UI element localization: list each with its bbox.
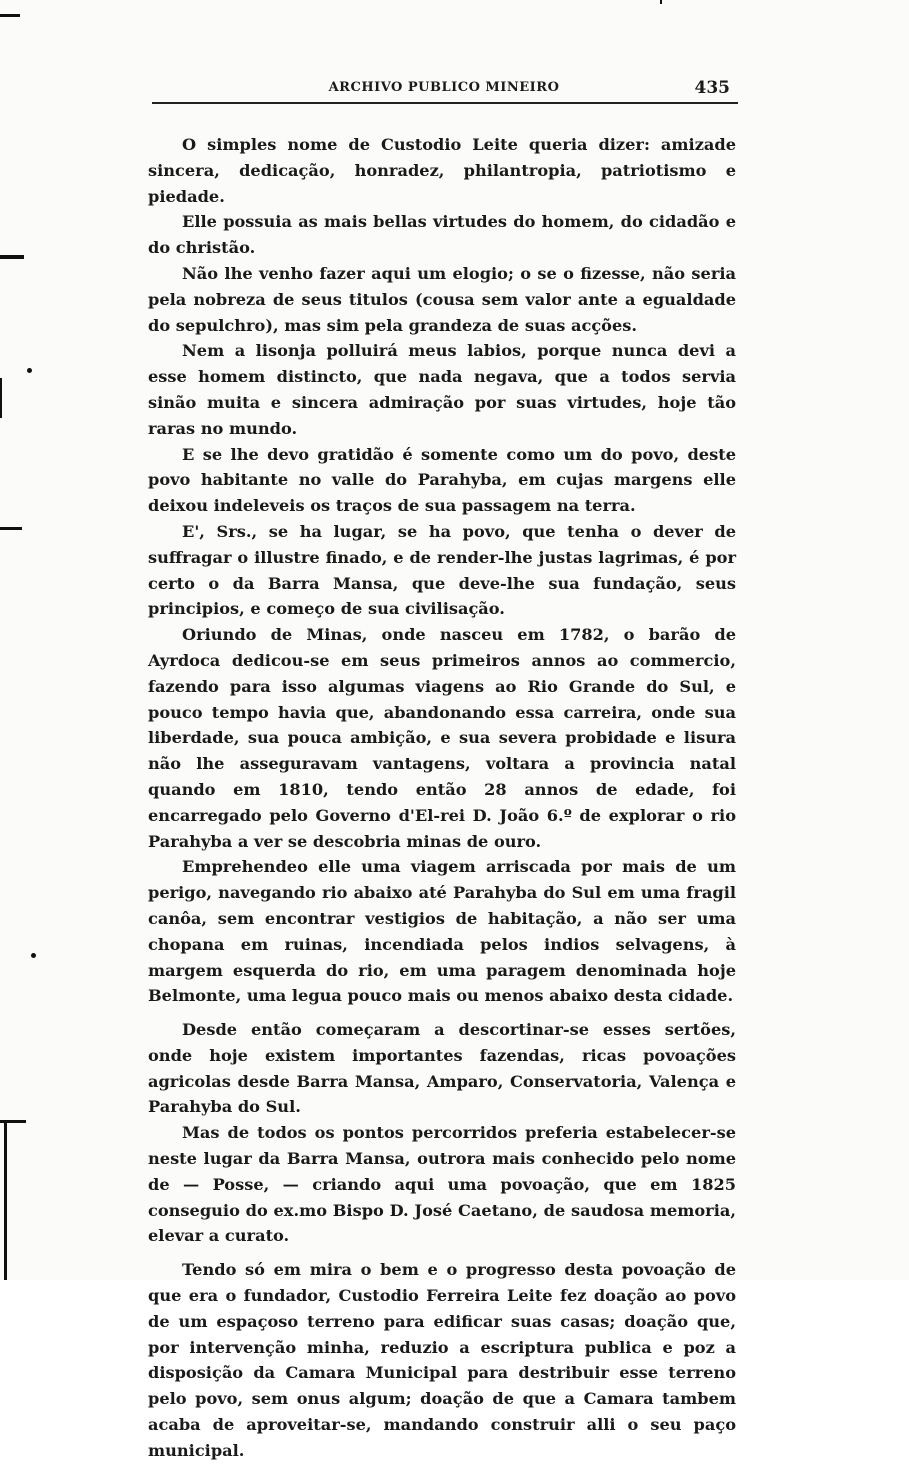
paragraph: Mas de todos os pontos percorridos preferia estabelecer-se neste lugar da Barra Mansa, outrora mais conhecido pelo nome de — Posse, — criando aqui uma povoação, que em 1825 conseguio do ex.mo Bispo D. José Caetano, de saudosa memoria, elevar a curato.	[148, 1123, 736, 1246]
margin-mark	[0, 255, 24, 259]
margin-bar	[4, 1120, 7, 1280]
paragraph: Nem a lisonja polluirá meus labios, porque nunca devi a esse homem distincto, que nada negava, que a todos servia sinão muita e sincera admiração por suas virtudes, hoje tão raras no mundo.	[148, 341, 736, 438]
paragraph: O simples nome de Custodio Leite queria dizer: amizade sincera, dedicação, honradez, philantropia, patriotismo e piedade.	[148, 135, 736, 206]
paragraph: Elle possuia as mais bellas virtudes do homem, do cidadão e do christão.	[148, 212, 736, 258]
body-text	[148, 132, 736, 1470]
margin-dot	[31, 953, 36, 958]
page-number: 435	[694, 78, 730, 98]
paragraph: Desde então começaram a descortinar-se esses sertões, onde hoje existem importantes fazendas, ricas povoações agricolas desde Barra Mansa, Amparo, Conservatoria, Valença e Parahyba do Sul.	[148, 1020, 736, 1117]
paragraph: Emprehendeo elle uma viagem arriscada por mais de um perigo, navegando rio abaixo até Parahyba do Sul em uma fragil canôa, sem encontrar vestigios de habitação, a não ser uma chopana em ruinas, incendiada pelos indios selvagens, à margem esquerda do rio, em uma paragem denominada hoje Belmonte, uma legua pouco mais ou menos abaixo desta cidade.	[148, 857, 736, 1006]
margin-dot	[27, 368, 32, 373]
running-title: ARCHIVO PUBLICO MINEIRO	[328, 80, 560, 95]
margin-mark	[660, 0, 662, 4]
paragraph: E se lhe devo gratidão é somente como um do povo, deste povo habitante no valle do Parahyba, em cujas margens elle deixou indeleveis os traços de sua passagem na terra.	[148, 444, 736, 516]
margin-mark	[0, 378, 2, 418]
margin-mark	[0, 14, 20, 17]
paragraph: Oriundo de Minas, onde nasceu em 1782, o barão de Ayrdoca dedicou-se em seus primeiros annos ao commercio, fazendo para isso algumas viagens ao Rio Grande do Sul, e pouco tempo havia que, abandonando essa carreira, onde sua liberdade, sua pouca ambição, e sua severa probidade e lisura não lhe asseguravam vantagens, voltara a provincia natal quando em 1810, tendo então 28 annos de edade, foi encarregado pelo Governo d'El-rei D. João 6.º de explorar o rio Parahyba a ver se descobria minas de ouro.	[148, 625, 736, 851]
header-rule	[152, 102, 738, 104]
margin-mark	[0, 527, 22, 530]
paragraph: Tendo só em mira o bem e o progresso desta povoação de que era o fundador, Custodio Ferreira Leite fez doação ao povo de um espaçoso terreno para edificar suas casas; doação que, por intervenção minha, reduzio a escriptura publica e poz a disposição da Camara Municipal para destribuir esse terreno pelo povo, sem onus algum; doação de que a Camara tambem acaba de aproveitar-se, mandando construir alli o seu paço municipal.	[148, 1260, 736, 1460]
paragraph: Não lhe venho fazer aqui um elogio; o se o fizesse, não seria pela nobreza de seus titulos (cousa sem valor ante a egualdade do sepulchro), mas sim pela grandeza de suas acções.	[148, 263, 736, 335]
paragraph: E', Srs., se ha lugar, se ha povo, que tenha o dever de suffragar o illustre finado, e de render-lhe justas lagrimas, é por certo o da Barra Mansa, que deve-lhe sua fundação, seus principios, e começo de sua civilisação.	[148, 521, 736, 619]
page-header	[152, 70, 736, 102]
